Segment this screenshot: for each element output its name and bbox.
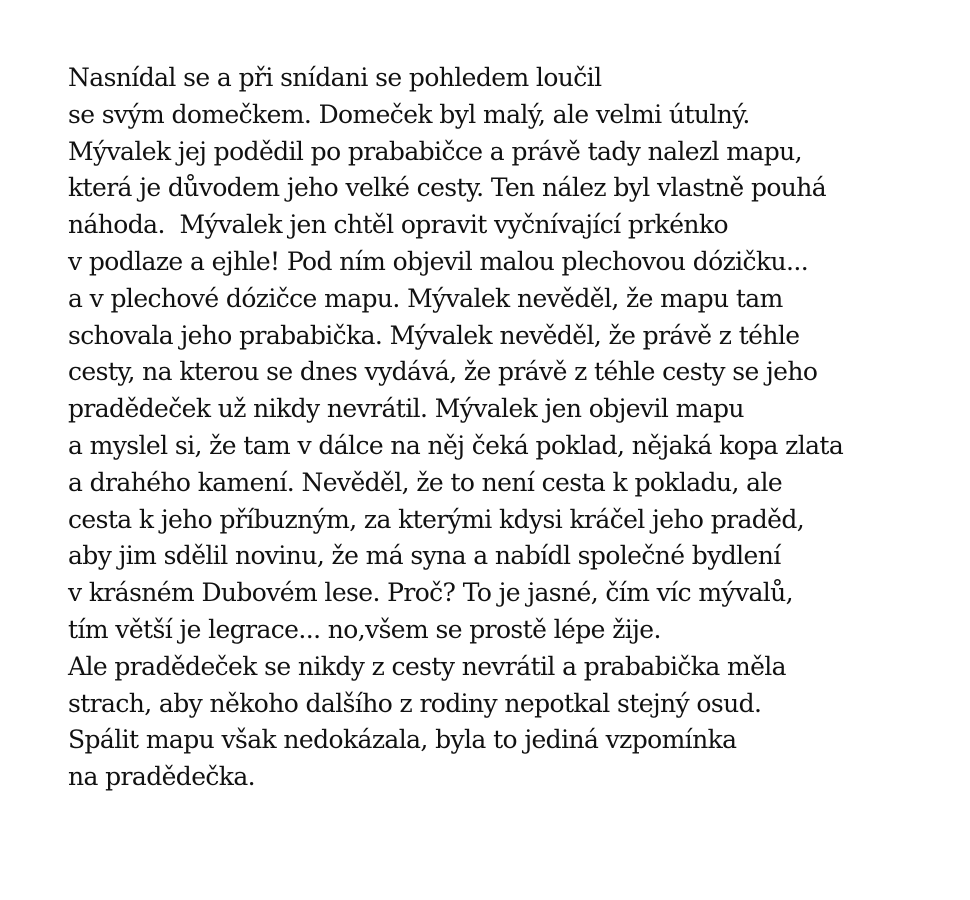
text-line: a v plechové dózičce mapu. Mývalek nevěděl, že mapu tam <box>68 283 783 313</box>
text-line: Nasnídal se a při snídani se pohledem loučil <box>68 63 602 92</box>
text-line: náhoda. Mývalek jen chtěl opravit vyčnívající prkénko <box>68 210 728 240</box>
text-line: strach, aby někoho dalšího z rodiny nepotkal stejný osud. <box>68 688 762 718</box>
text-line: tím větší je legrace... no,všem se prostě lépe žije. <box>68 614 661 644</box>
text-line: a drahého kamení. Nevěděl, že to není cesta k pokladu, ale <box>68 467 783 497</box>
text-line: cesty, na kterou se dnes vydává, že právě z téhle cesty se jeho <box>68 357 818 387</box>
text-line: na pradědečka. <box>68 762 256 792</box>
text-line: schovala jeho prababička. Mývalek nevěděl, že právě z téhle <box>68 320 800 350</box>
text-line: která je důvodem jeho velké cesty. Ten nález byl vlastně pouhá <box>68 173 827 203</box>
text-line: Ale pradědeček se nikdy z cesty nevrátil a prababička měla <box>68 651 786 681</box>
text-line: Spálit mapu však nedokázala, byla to jediná vzpomínka <box>68 725 737 755</box>
text-line: aby jim sdělil novinu, že má syna a nabídl společné bydlení <box>68 541 781 571</box>
text-line: v podlaze a ejhle! Pod ním objevil malou plechovou dózičku... <box>68 246 809 276</box>
text-line: v krásném Dubovém lese. Proč? To je jasné, čím víc mývalů, <box>68 578 794 608</box>
text-line: Mývalek jej podědil po prababičce a právě tady nalezl mapu, <box>68 136 802 166</box>
text-line: pradědeček už nikdy nevrátil. Mývalek jen objevil mapu <box>68 394 744 424</box>
text-line: a myslel si, že tam v dálce na něj čeká poklad, nějaká kopa zlata <box>68 430 844 460</box>
text-line: se svým domečkem. Domeček byl malý, ale velmi útulný. <box>68 99 750 129</box>
story-text <box>68 60 948 796</box>
text-line: cesta k jeho příbuzným, za kterými kdysi kráčel jeho praděd, <box>68 504 805 534</box>
